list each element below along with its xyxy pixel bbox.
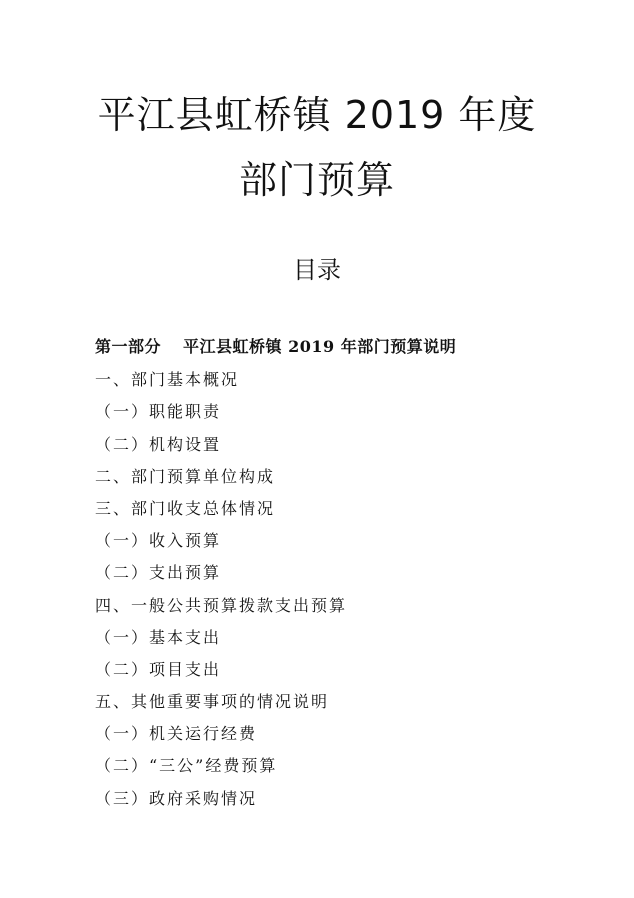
document-title-line-1: 平江县虹桥镇 2019 年度 [97, 93, 537, 137]
table-of-contents [95, 335, 565, 819]
toc-item-budget-units[interactable]: 二、部门预算单位构成 [95, 466, 276, 486]
toc-item-dept-overview[interactable]: 一、部门基本概况 [95, 370, 240, 390]
toc-item-three-public-costs[interactable]: （二）“三公”经费预算 [95, 756, 278, 776]
toc-item-project-expenditure[interactable]: （二）项目支出 [95, 659, 222, 679]
toc-item-procurement[interactable]: （三）政府采购情况 [95, 788, 258, 808]
toc-part-one[interactable] [95, 335, 565, 367]
toc-item-revenue-expenditure[interactable]: 三、部门收支总体情况 [95, 498, 276, 518]
toc-item-operating-costs[interactable]: （一）机关运行经费 [95, 724, 258, 744]
toc-item-basic-expenditure[interactable]: （一）基本支出 [95, 627, 222, 647]
toc-part-one-label: 第一部分 [95, 337, 162, 356]
document-title-line-2: 部门预算 [238, 158, 395, 202]
toc-item-expenditure-budget[interactable]: （二）支出预算 [95, 563, 222, 583]
toc-heading: 目录 [293, 256, 341, 284]
toc-item-revenue-budget[interactable]: （一）收入预算 [95, 531, 222, 551]
toc-item-org-setup[interactable]: （二）机构设置 [95, 434, 222, 454]
toc-item-public-budget[interactable]: 四、一般公共预算拨款支出预算 [95, 595, 348, 615]
toc-part-one-title: 平江县虹桥镇 2019 年部门预算说明 [183, 337, 457, 356]
toc-item-duties[interactable]: （一）职能职责 [95, 402, 222, 422]
toc-item-other-matters[interactable]: 五、其他重要事项的情况说明 [95, 692, 330, 712]
